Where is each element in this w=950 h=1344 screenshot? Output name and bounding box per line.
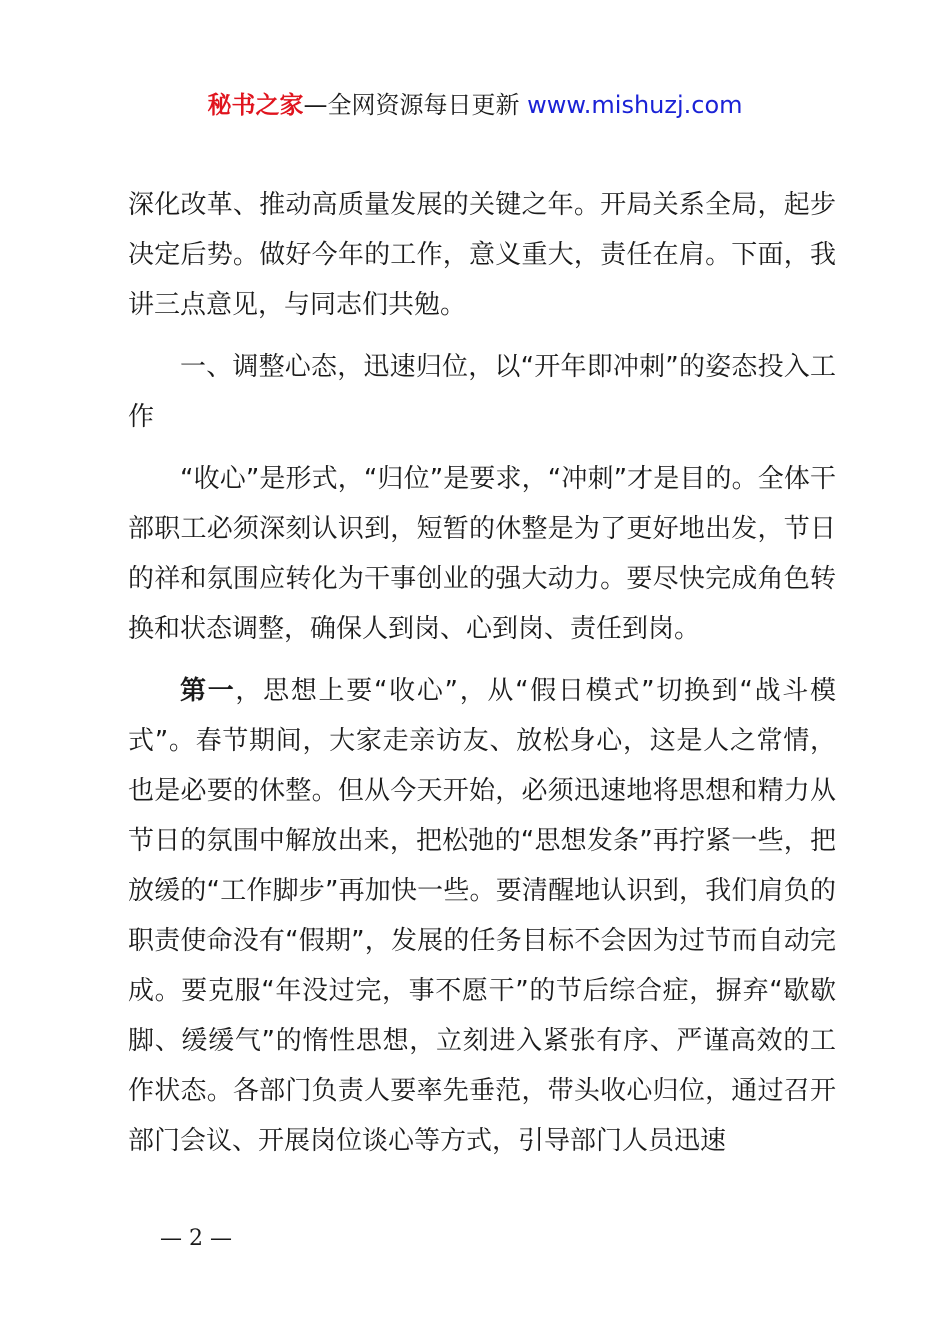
brand-name: 秘书之家	[207, 91, 304, 119]
paragraph-intro: 深化改革、推动高质量发展的关键之年。开局关系全局，起步决定后势。做好今年的工作，意义重大，责任在肩。下面，我讲三点意见，与同志们共勉。	[128, 190, 836, 320]
point-text: ，思想上要“收心”，从“假日模式”切换到“战斗模式”。春节期间，大家走亲访友、放松身心，这是人之常情，也是必要的休整。但从今天开始，必须迅速地将思想和精力从节日的氛围中解放出来，把松弛的“思想发条”再拧紧一些，把放缓的“工作脚步”再加快一些。要清醒地认识到，我们肩负的职责使命没有“假期”，发展的任务目标不会因为过节而自动完成。要克服“年没过完，事不愿干”的节后综合症，摒弃“歇歇脚、缓缓气”的惰性思想，立刻进入紧张有序、严谨高效的工作状态。各部门负责人要率先垂范，带头收心归位，通过召开部门会议、开展岗位谈心等方式，引导部门人员迅速	[128, 676, 836, 1156]
document-header	[0, 88, 950, 122]
page-number: — 2 —	[160, 1226, 232, 1251]
section-heading: 一、调整心态，迅速归位，以“开年即冲刺”的姿态投入工作	[128, 352, 836, 432]
paragraph-section-intro: “收心”是形式，“归位”是要求，“冲刺”才是目的。全体干部职工必须深刻认识到，短暂的休整是为了更好地出发，节日的祥和氛围应转化为干事创业的强大动力。要尽快完成角色转换和状态调整，确保人到岗、心到岗、责任到岗。	[128, 464, 836, 644]
document-body	[128, 180, 836, 1166]
paragraph-first-point	[128, 666, 836, 1166]
header-slogan: —全网资源每日更新	[303, 91, 520, 119]
point-lead: 第一	[180, 676, 236, 706]
header-url[interactable]: www.mishuzj.com	[527, 91, 743, 119]
